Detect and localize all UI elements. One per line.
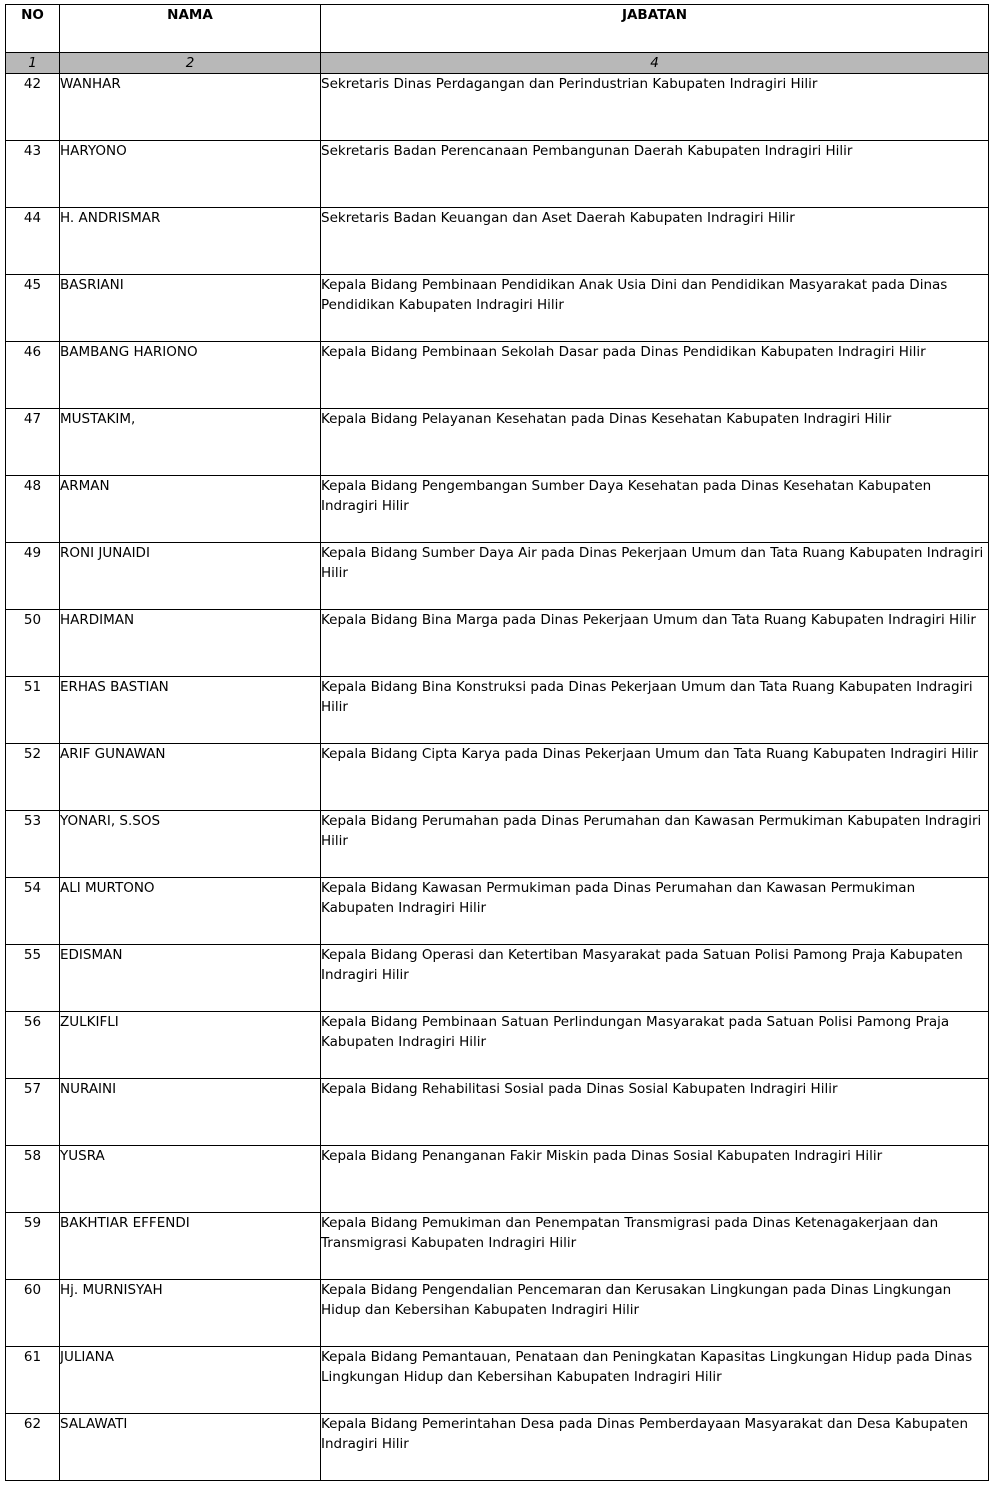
row-name: ALI MURTONO bbox=[60, 878, 321, 945]
row-position: Kepala Bidang Pembinaan Pendidikan Anak Usia Dini dan Pendidikan Masyarakat pada Dinas Pendidikan Kabupaten Indragiri Hilir bbox=[321, 275, 989, 342]
column-number-jabatan: 4 bbox=[321, 53, 989, 74]
row-number: 45 bbox=[6, 275, 60, 342]
row-name: BAMBANG HARIONO bbox=[60, 342, 321, 409]
row-number: 52 bbox=[6, 744, 60, 811]
row-number: 59 bbox=[6, 1213, 60, 1280]
table-row bbox=[6, 208, 989, 275]
table-row bbox=[6, 275, 989, 342]
row-number: 46 bbox=[6, 342, 60, 409]
row-position: Kepala Bidang Pembinaan Sekolah Dasar pada Dinas Pendidikan Kabupaten Indragiri Hilir bbox=[321, 342, 989, 409]
row-number: 51 bbox=[6, 677, 60, 744]
row-position: Kepala Bidang Pemerintahan Desa pada Dinas Pemberdayaan Masyarakat dan Desa Kabupaten Indragiri Hilir bbox=[321, 1414, 989, 1481]
row-name: ERHAS BASTIAN bbox=[60, 677, 321, 744]
table-row bbox=[6, 878, 989, 945]
table-row bbox=[6, 543, 989, 610]
table-body bbox=[6, 74, 989, 1481]
row-name: BAKHTIAR EFFENDI bbox=[60, 1213, 321, 1280]
row-number: 61 bbox=[6, 1347, 60, 1414]
row-number: 55 bbox=[6, 945, 60, 1012]
row-position: Sekretaris Badan Keuangan dan Aset Daerah Kabupaten Indragiri Hilir bbox=[321, 208, 989, 275]
row-number: 62 bbox=[6, 1414, 60, 1481]
row-name: Hj. MURNISYAH bbox=[60, 1280, 321, 1347]
officials-table bbox=[5, 4, 989, 1481]
table-row bbox=[6, 1347, 989, 1414]
row-number: 47 bbox=[6, 409, 60, 476]
row-name: MUSTAKIM, bbox=[60, 409, 321, 476]
header-no: NO bbox=[6, 5, 60, 53]
row-name: HARYONO bbox=[60, 141, 321, 208]
row-position: Kepala Bidang Sumber Daya Air pada Dinas Pekerjaan Umum dan Tata Ruang Kabupaten Indragiri Hilir bbox=[321, 543, 989, 610]
table-row bbox=[6, 1414, 989, 1481]
table-row bbox=[6, 1213, 989, 1280]
row-name: YONARI, S.SOS bbox=[60, 811, 321, 878]
row-name: WANHAR bbox=[60, 74, 321, 141]
row-name: RONI JUNAIDI bbox=[60, 543, 321, 610]
row-position: Kepala Bidang Operasi dan Ketertiban Masyarakat pada Satuan Polisi Pamong Praja Kabupaten Indragiri Hilir bbox=[321, 945, 989, 1012]
row-position: Kepala Bidang Perumahan pada Dinas Perumahan dan Kawasan Permukiman Kabupaten Indragiri Hilir bbox=[321, 811, 989, 878]
row-position: Kepala Bidang Penanganan Fakir Miskin pada Dinas Sosial Kabupaten Indragiri Hilir bbox=[321, 1146, 989, 1213]
header-nama: NAMA bbox=[60, 5, 321, 53]
row-number: 53 bbox=[6, 811, 60, 878]
row-name: ARMAN bbox=[60, 476, 321, 543]
table-row bbox=[6, 677, 989, 744]
row-name: SALAWATI bbox=[60, 1414, 321, 1481]
row-name: YUSRA bbox=[60, 1146, 321, 1213]
table-row bbox=[6, 744, 989, 811]
row-position: Kepala Bidang Pembinaan Satuan Perlindungan Masyarakat pada Satuan Polisi Pamong Praja Kabupaten Indragiri Hilir bbox=[321, 1012, 989, 1079]
row-position: Kepala Bidang Cipta Karya pada Dinas Pekerjaan Umum dan Tata Ruang Kabupaten Indragiri Hilir bbox=[321, 744, 989, 811]
row-position: Kepala Bidang Bina Konstruksi pada Dinas Pekerjaan Umum dan Tata Ruang Kabupaten Indragiri Hilir bbox=[321, 677, 989, 744]
table-row bbox=[6, 945, 989, 1012]
table-row bbox=[6, 476, 989, 543]
row-number: 58 bbox=[6, 1146, 60, 1213]
row-number: 54 bbox=[6, 878, 60, 945]
table-row bbox=[6, 811, 989, 878]
row-name: NURAINI bbox=[60, 1079, 321, 1146]
table-row bbox=[6, 1012, 989, 1079]
header-jabatan: JABATAN bbox=[321, 5, 989, 53]
row-number: 48 bbox=[6, 476, 60, 543]
column-number-no: 1 bbox=[6, 53, 60, 74]
table-row bbox=[6, 141, 989, 208]
column-number-row bbox=[6, 53, 989, 74]
row-position: Sekretaris Dinas Perdagangan dan Perindustrian Kabupaten Indragiri Hilir bbox=[321, 74, 989, 141]
column-number-nama: 2 bbox=[60, 53, 321, 74]
table-row bbox=[6, 409, 989, 476]
row-name: ZULKIFLI bbox=[60, 1012, 321, 1079]
row-position: Kepala Bidang Pemukiman dan Penempatan Transmigrasi pada Dinas Ketenagakerjaan dan Transmigrasi Kabupaten Indragiri Hilir bbox=[321, 1213, 989, 1280]
table-row bbox=[6, 1146, 989, 1213]
table-row bbox=[6, 1280, 989, 1347]
row-number: 49 bbox=[6, 543, 60, 610]
row-number: 43 bbox=[6, 141, 60, 208]
row-position: Sekretaris Badan Perencanaan Pembangunan Daerah Kabupaten Indragiri Hilir bbox=[321, 141, 989, 208]
row-number: 50 bbox=[6, 610, 60, 677]
row-number: 60 bbox=[6, 1280, 60, 1347]
row-position: Kepala Bidang Pengembangan Sumber Daya Kesehatan pada Dinas Kesehatan Kabupaten Indragiri Hilir bbox=[321, 476, 989, 543]
row-number: 42 bbox=[6, 74, 60, 141]
row-name: HARDIMAN bbox=[60, 610, 321, 677]
row-number: 44 bbox=[6, 208, 60, 275]
table-row bbox=[6, 342, 989, 409]
row-position: Kepala Bidang Pemantauan, Penataan dan Peningkatan Kapasitas Lingkungan Hidup pada Dinas Lingkungan Hidup dan Kebersihan Kabupaten Indragiri Hilir bbox=[321, 1347, 989, 1414]
row-name: ARIF GUNAWAN bbox=[60, 744, 321, 811]
row-position: Kepala Bidang Kawasan Permukiman pada Dinas Perumahan dan Kawasan Permukiman Kabupaten Indragiri Hilir bbox=[321, 878, 989, 945]
table-row bbox=[6, 74, 989, 141]
row-name: H. ANDRISMAR bbox=[60, 208, 321, 275]
row-name: EDISMAN bbox=[60, 945, 321, 1012]
table-header-row bbox=[6, 5, 989, 53]
row-position: Kepala Bidang Bina Marga pada Dinas Pekerjaan Umum dan Tata Ruang Kabupaten Indragiri Hilir bbox=[321, 610, 989, 677]
row-position: Kepala Bidang Pelayanan Kesehatan pada Dinas Kesehatan Kabupaten Indragiri Hilir bbox=[321, 409, 989, 476]
table-row bbox=[6, 610, 989, 677]
row-number: 57 bbox=[6, 1079, 60, 1146]
row-position: Kepala Bidang Rehabilitasi Sosial pada Dinas Sosial Kabupaten Indragiri Hilir bbox=[321, 1079, 989, 1146]
table-row bbox=[6, 1079, 989, 1146]
row-number: 56 bbox=[6, 1012, 60, 1079]
row-name: BASRIANI bbox=[60, 275, 321, 342]
row-name: JULIANA bbox=[60, 1347, 321, 1414]
row-position: Kepala Bidang Pengendalian Pencemaran dan Kerusakan Lingkungan pada Dinas Lingkungan Hidup dan Kebersihan Kabupaten Indragiri Hilir bbox=[321, 1280, 989, 1347]
